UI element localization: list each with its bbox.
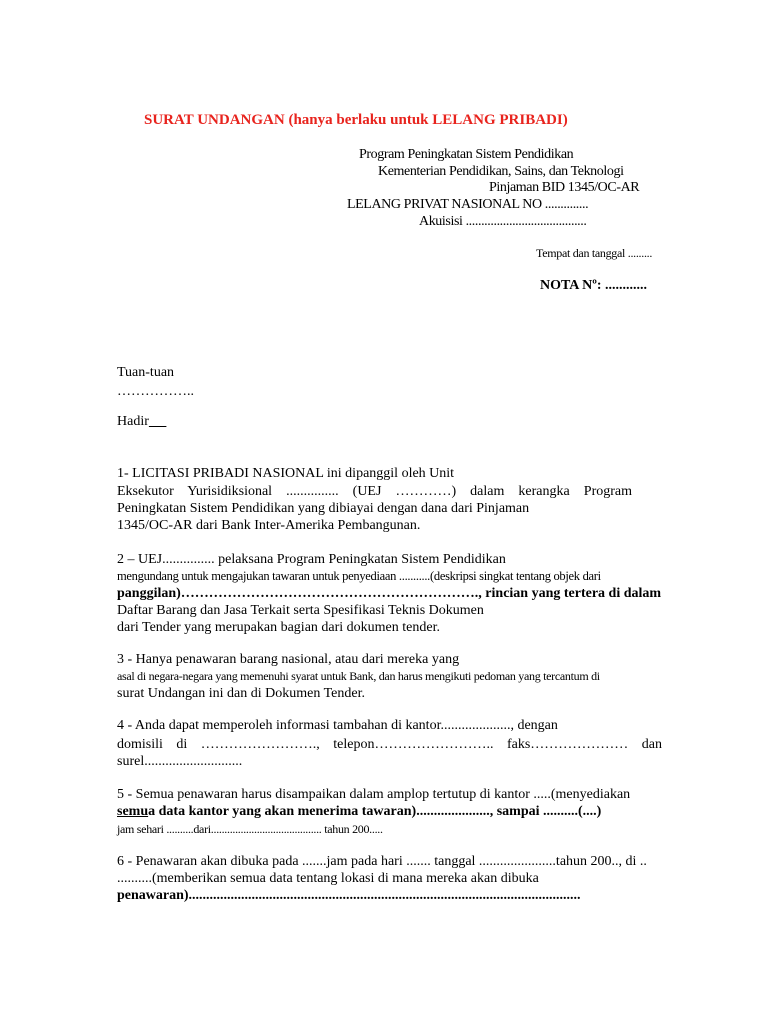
p5-line2 bbox=[117, 804, 601, 820]
header-program: Program Peningkatan Sistem Pendidikan bbox=[359, 147, 574, 162]
hadir-line bbox=[117, 414, 166, 430]
p6-line3: penawaran)................................................................................................................ bbox=[117, 888, 581, 903]
letter-title: SURAT UNDANGAN (hanya berlaku untuk LELANG PRIBADI) bbox=[144, 112, 568, 128]
p3-line1: 3 - Hanya penawaran barang nasional, atau dari mereka yang bbox=[117, 652, 460, 667]
p6-line1: 6 - Penawaran akan dibuka pada .......jam pada hari ....... tanggal ......................tahun 200.., di .. bbox=[117, 854, 647, 869]
p2-line1: 2 – UEJ............... pelaksana Program Peningkatan Sistem Pendidikan bbox=[117, 552, 506, 567]
p6-line2: ..........(memberikan semua data tentang lokasi di mana mereka akan dibuka bbox=[117, 871, 539, 886]
header-ministry: Kementerian Pendidikan, Sains, dan Teknologi bbox=[378, 164, 624, 179]
p1-line1: 1- LICITASI PRIBADI NASIONAL ini dipanggil oleh Unit bbox=[117, 466, 455, 481]
p5-line2-rest: a data kantor yang akan menerima tawaran)....................., sampai ..........(....) bbox=[148, 804, 602, 819]
p1-line3: Peningkatan Sistem Pendidikan yang dibiayai dengan dana dari Pinjaman bbox=[117, 501, 530, 516]
place-date: Tempat dan tanggal ......... bbox=[536, 246, 653, 260]
p4-line2: domisili di ……………………., telepon…………………….. faks………………… dan bbox=[117, 737, 662, 752]
header-loan: Pinjaman BID 1345/OC-AR bbox=[489, 180, 640, 195]
p1-line2: Eksekutor Yurisidiksional ............... (UEJ …………) dalam kerangka Program bbox=[117, 484, 632, 499]
hadir-underline bbox=[149, 414, 167, 429]
p3-line3: surat Undangan ini dan di Dokumen Tender. bbox=[117, 686, 365, 701]
p5-underlined-word: semu bbox=[117, 804, 149, 819]
header-tender: LELANG PRIVAT NASIONAL NO .............. bbox=[347, 197, 589, 212]
p5-line3: jam sehari ..........dari......................................... tahun 200..... bbox=[117, 822, 383, 836]
p2-line2: mengundang untuk mengajukan tawaran untuk penyediaan ...........(deskripsi singkat tentang objek dari bbox=[117, 569, 601, 583]
salutation-dots: …………….. bbox=[117, 384, 194, 399]
p4-line3: surel............................ bbox=[117, 754, 243, 769]
p2-line5: dari Tender yang merupakan bagian dari dokumen tender. bbox=[117, 620, 440, 635]
p5-line1: 5 - Semua penawaran harus disampaikan dalam amplop tertutup di kantor .....(menyediakan bbox=[117, 787, 631, 802]
p4-line1: 4 - Anda dapat memperoleh informasi tambahan di kantor...................., dengan bbox=[117, 718, 558, 733]
p2-line4: Daftar Barang dan Jasa Terkait serta Spesifikasi Teknis Dokumen bbox=[117, 603, 484, 618]
salutation: Tuan-tuan bbox=[117, 365, 175, 380]
p3-line2: asal di negara-negara yang memenuhi syarat untuk Bank, dan harus mengikuti pedoman yang tercantum di bbox=[117, 669, 600, 683]
nota-number: NOTA Nº: ............ bbox=[540, 278, 648, 293]
p1-line4: 1345/OC-AR dari Bank Inter-Amerika Pembangunan. bbox=[117, 518, 421, 533]
p2-line3: panggilan)………………………………………………………., rincian yang tertera di dalam bbox=[117, 586, 662, 601]
header-acquisition: Akuisisi ....................................... bbox=[419, 214, 587, 229]
hadir-label: Hadir bbox=[117, 414, 149, 429]
